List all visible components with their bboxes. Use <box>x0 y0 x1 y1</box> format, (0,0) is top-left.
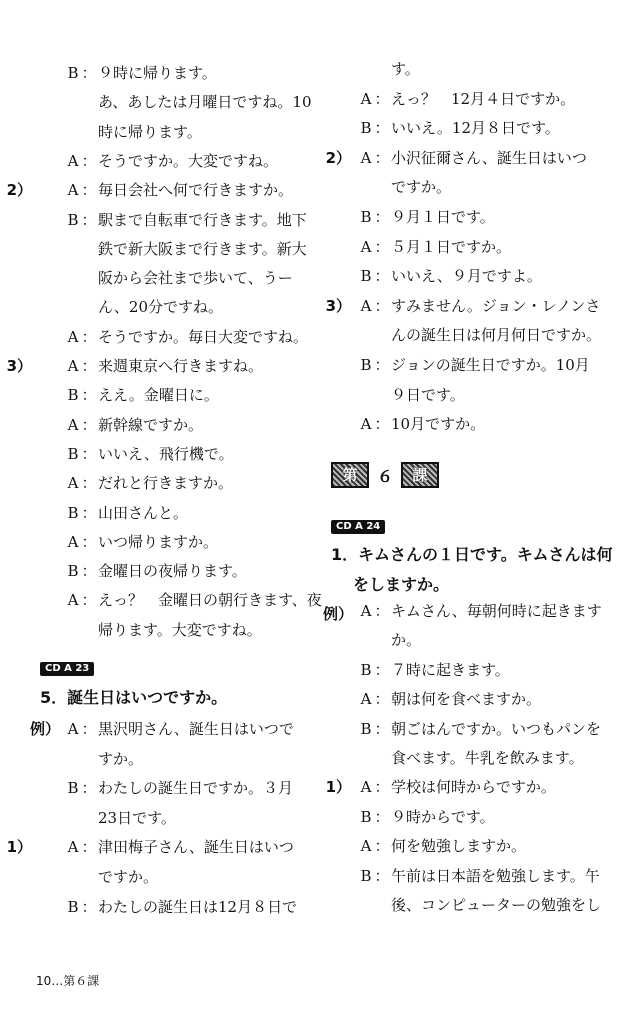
speaker-separator: ： <box>81 64 97 82</box>
cd-track-badge: CD A 24 <box>331 520 385 534</box>
dialogue-text: 帰ります。大変ですね。 <box>98 620 262 639</box>
dialogue-text: ん、20分ですね。 <box>98 298 223 317</box>
dialogue-text: いいえ。12月８日です。 <box>391 119 560 138</box>
section-title-line-1: 1．キムさんの１日です。キムさんは何 <box>331 545 613 564</box>
speaker-separator: ： <box>81 415 97 434</box>
dialogue-text: 来週東京へ行きますね。 <box>98 357 264 375</box>
dialogue-text: 鉄で新大阪まで行きます。新大 <box>98 239 307 258</box>
dialogue-text: 何を勉強しますか。 <box>391 837 527 856</box>
speaker-label: A <box>67 415 79 434</box>
dialogue-text: 小沢征爾さん、誕生日はいつ <box>391 148 587 167</box>
speaker-label: B <box>67 897 79 916</box>
speaker-label: A <box>67 327 79 346</box>
dialogue-text: 津田梅子さん、誕生日はいつ <box>98 838 294 857</box>
dialogue-text: すみません。ジョン・レノンさ <box>391 296 601 315</box>
speaker-separator: ： <box>374 866 390 885</box>
dialogue-text: 朝ごはんですか。いつもパンを <box>391 719 602 738</box>
dialogue-text: 午前は日本語を勉強します。午 <box>391 866 600 885</box>
dialogue-text: ９時に帰ります。 <box>98 64 217 82</box>
speaker-separator: ： <box>81 779 97 798</box>
chapter-number: ６ <box>377 466 394 486</box>
dialogue-text: そうですか。大変ですね。 <box>98 151 279 170</box>
cd-track-badge: CD A 23 <box>40 662 94 676</box>
page-folio: 10…第６課 <box>36 974 100 988</box>
speaker-separator: ： <box>374 296 390 315</box>
dialogue-text: えっ？ 12月４日ですか。 <box>391 89 576 108</box>
speaker-label: B <box>67 779 79 798</box>
speaker-separator: ： <box>374 415 390 434</box>
speaker-separator: ： <box>374 89 390 108</box>
speaker-label: A <box>360 602 372 620</box>
speaker-separator: ： <box>81 210 97 229</box>
speaker-label: A <box>67 838 79 857</box>
speaker-label: B <box>67 503 79 522</box>
exercise-number: 1） <box>325 778 351 797</box>
speaker-label: B <box>67 210 79 229</box>
speaker-label: B <box>360 119 372 138</box>
speaker-label: B <box>360 356 372 374</box>
speaker-separator: ： <box>374 778 390 797</box>
dialogue-text: わたしの誕生日ですか。３月 <box>98 779 294 798</box>
dialogue-text: 山田さんと。 <box>98 503 189 522</box>
dialogue-text: ７時に起きます。 <box>391 660 510 679</box>
speaker-separator: ： <box>81 357 97 375</box>
speaker-label: B <box>360 719 372 738</box>
example-label: 例） <box>323 605 354 623</box>
speaker-separator: ： <box>374 807 390 826</box>
speaker-label: A <box>67 151 79 170</box>
section-title: 5．誕生日はいつですか。 <box>40 688 228 707</box>
dialogue-text: 金曜日の夜帰ります。 <box>98 562 247 581</box>
speaker-label: A <box>360 837 372 856</box>
exercise-number: 3） <box>6 357 32 375</box>
dialogue-text: 朝は何を食べますか。 <box>391 690 542 709</box>
speaker-separator: ： <box>81 897 97 916</box>
dialogue-text: 時に帰ります。 <box>98 122 202 141</box>
exercise-number: 2） <box>6 181 32 200</box>
dialogue-text: 23日です。 <box>98 808 176 827</box>
speaker-label: B <box>360 807 372 826</box>
speaker-label: A <box>360 415 372 434</box>
dialogue-text: んの誕生日は何月何日ですか。 <box>391 326 602 345</box>
speaker-label: B <box>360 267 372 286</box>
speaker-separator: ： <box>374 690 390 709</box>
speaker-label: A <box>67 357 79 375</box>
dialogue-text: わたしの誕生日は12月８日で <box>98 897 298 916</box>
speaker-separator: ： <box>81 327 97 346</box>
speaker-label: A <box>360 778 372 797</box>
speaker-separator: ： <box>374 356 390 374</box>
dialogue-text: いつ帰りますか。 <box>98 532 219 551</box>
speaker-label: A <box>360 296 372 315</box>
dialogue-text: す。 <box>391 60 420 78</box>
speaker-label: A <box>360 690 372 709</box>
speaker-label: B <box>360 660 372 679</box>
dialogue-text: 10月ですか。 <box>391 415 486 434</box>
dialogue-text: ９月１日です。 <box>391 208 495 226</box>
speaker-label: A <box>67 720 79 738</box>
dialogue-text: 新幹線ですか。 <box>98 415 204 434</box>
dialogue-text: ９日です。 <box>391 385 465 404</box>
dialogue-text: そうですか。毎日大変ですね。 <box>98 327 309 346</box>
dialogue-text: 後、コンピューターの勉強をし <box>391 896 602 914</box>
chapter-box-left: 第 <box>331 462 369 488</box>
dialogue-text: 学校は何時からですか。 <box>391 778 556 797</box>
section-title-line-2: をしますか。 <box>353 575 450 594</box>
speaker-label: B <box>360 208 372 226</box>
dialogue-text: 駅まで自転車で行きます。地下 <box>98 210 307 229</box>
speaker-label: B <box>67 64 79 82</box>
dialogue-text: だれと行きますか。 <box>98 474 234 493</box>
speaker-label: A <box>67 181 79 200</box>
speaker-separator: ： <box>374 719 390 738</box>
speaker-label: A <box>67 474 79 493</box>
speaker-label: A <box>67 532 79 551</box>
dialogue-text: すか。 <box>98 749 144 768</box>
speaker-label: A <box>360 237 372 256</box>
chapter-box-right: 課 <box>401 462 439 488</box>
speaker-label: B <box>67 386 79 405</box>
speaker-label: A <box>67 591 79 610</box>
speaker-separator: ： <box>374 119 390 138</box>
speaker-separator: ： <box>374 208 390 226</box>
speaker-separator: ： <box>374 148 390 167</box>
dialogue-text: キムさん、毎朝何時に起きます <box>391 602 602 620</box>
speaker-separator: ： <box>81 562 97 581</box>
dialogue-text: いいえ、９月ですよ。 <box>391 267 542 286</box>
dialogue-text: 黒沢明さん、誕生日はいつで <box>98 720 294 738</box>
speaker-separator: ： <box>374 837 390 856</box>
speaker-separator: ： <box>81 591 97 610</box>
speaker-separator: ： <box>81 181 97 200</box>
dialogue-text: いいえ、飛行機で。 <box>98 444 234 463</box>
speaker-label: B <box>360 866 372 885</box>
dialogue-text: ５月１日ですか。 <box>391 237 512 256</box>
speaker-separator: ： <box>81 474 97 493</box>
exercise-number: 3） <box>325 296 351 315</box>
speaker-separator: ： <box>81 838 97 857</box>
dialogue-text: ですか。 <box>98 868 159 886</box>
dialogue-text: あ、あしたは月曜日ですね。10 <box>98 93 312 112</box>
exercise-number: 2） <box>325 148 351 167</box>
dialogue-text: 毎日会社へ何で行きますか。 <box>98 181 294 200</box>
dialogue-text: ですか。 <box>391 178 452 197</box>
dialogue-text: 食べます。牛乳を飲みます。 <box>391 749 584 767</box>
dialogue-text: ジョンの誕生日ですか。10月 <box>391 356 590 374</box>
example-label: 例） <box>30 720 61 738</box>
chapter-heading <box>331 462 439 488</box>
speaker-label: A <box>360 89 372 108</box>
speaker-separator: ： <box>81 151 97 170</box>
exercise-number: 1） <box>6 838 32 857</box>
speaker-separator: ： <box>81 532 97 551</box>
speaker-separator: ： <box>374 237 390 256</box>
dialogue-text: ええ。金曜日に。 <box>98 386 219 405</box>
dialogue-text: ９時からです。 <box>391 807 495 826</box>
speaker-label: B <box>67 444 79 463</box>
speaker-label: A <box>360 148 372 167</box>
speaker-separator: ： <box>81 444 97 463</box>
speaker-separator: ： <box>374 602 390 620</box>
speaker-label: B <box>67 562 79 581</box>
speaker-separator: ： <box>374 660 390 679</box>
dialogue-text: か。 <box>391 631 422 650</box>
speaker-separator: ： <box>81 720 97 738</box>
dialogue-text: えっ？ 金曜日の朝行きます、夜 <box>98 591 322 610</box>
dialogue-text: 阪から会社まで歩いて、うー <box>98 269 293 288</box>
speaker-separator: ： <box>374 267 390 286</box>
speaker-separator: ： <box>81 503 97 522</box>
speaker-separator: ： <box>81 386 97 405</box>
